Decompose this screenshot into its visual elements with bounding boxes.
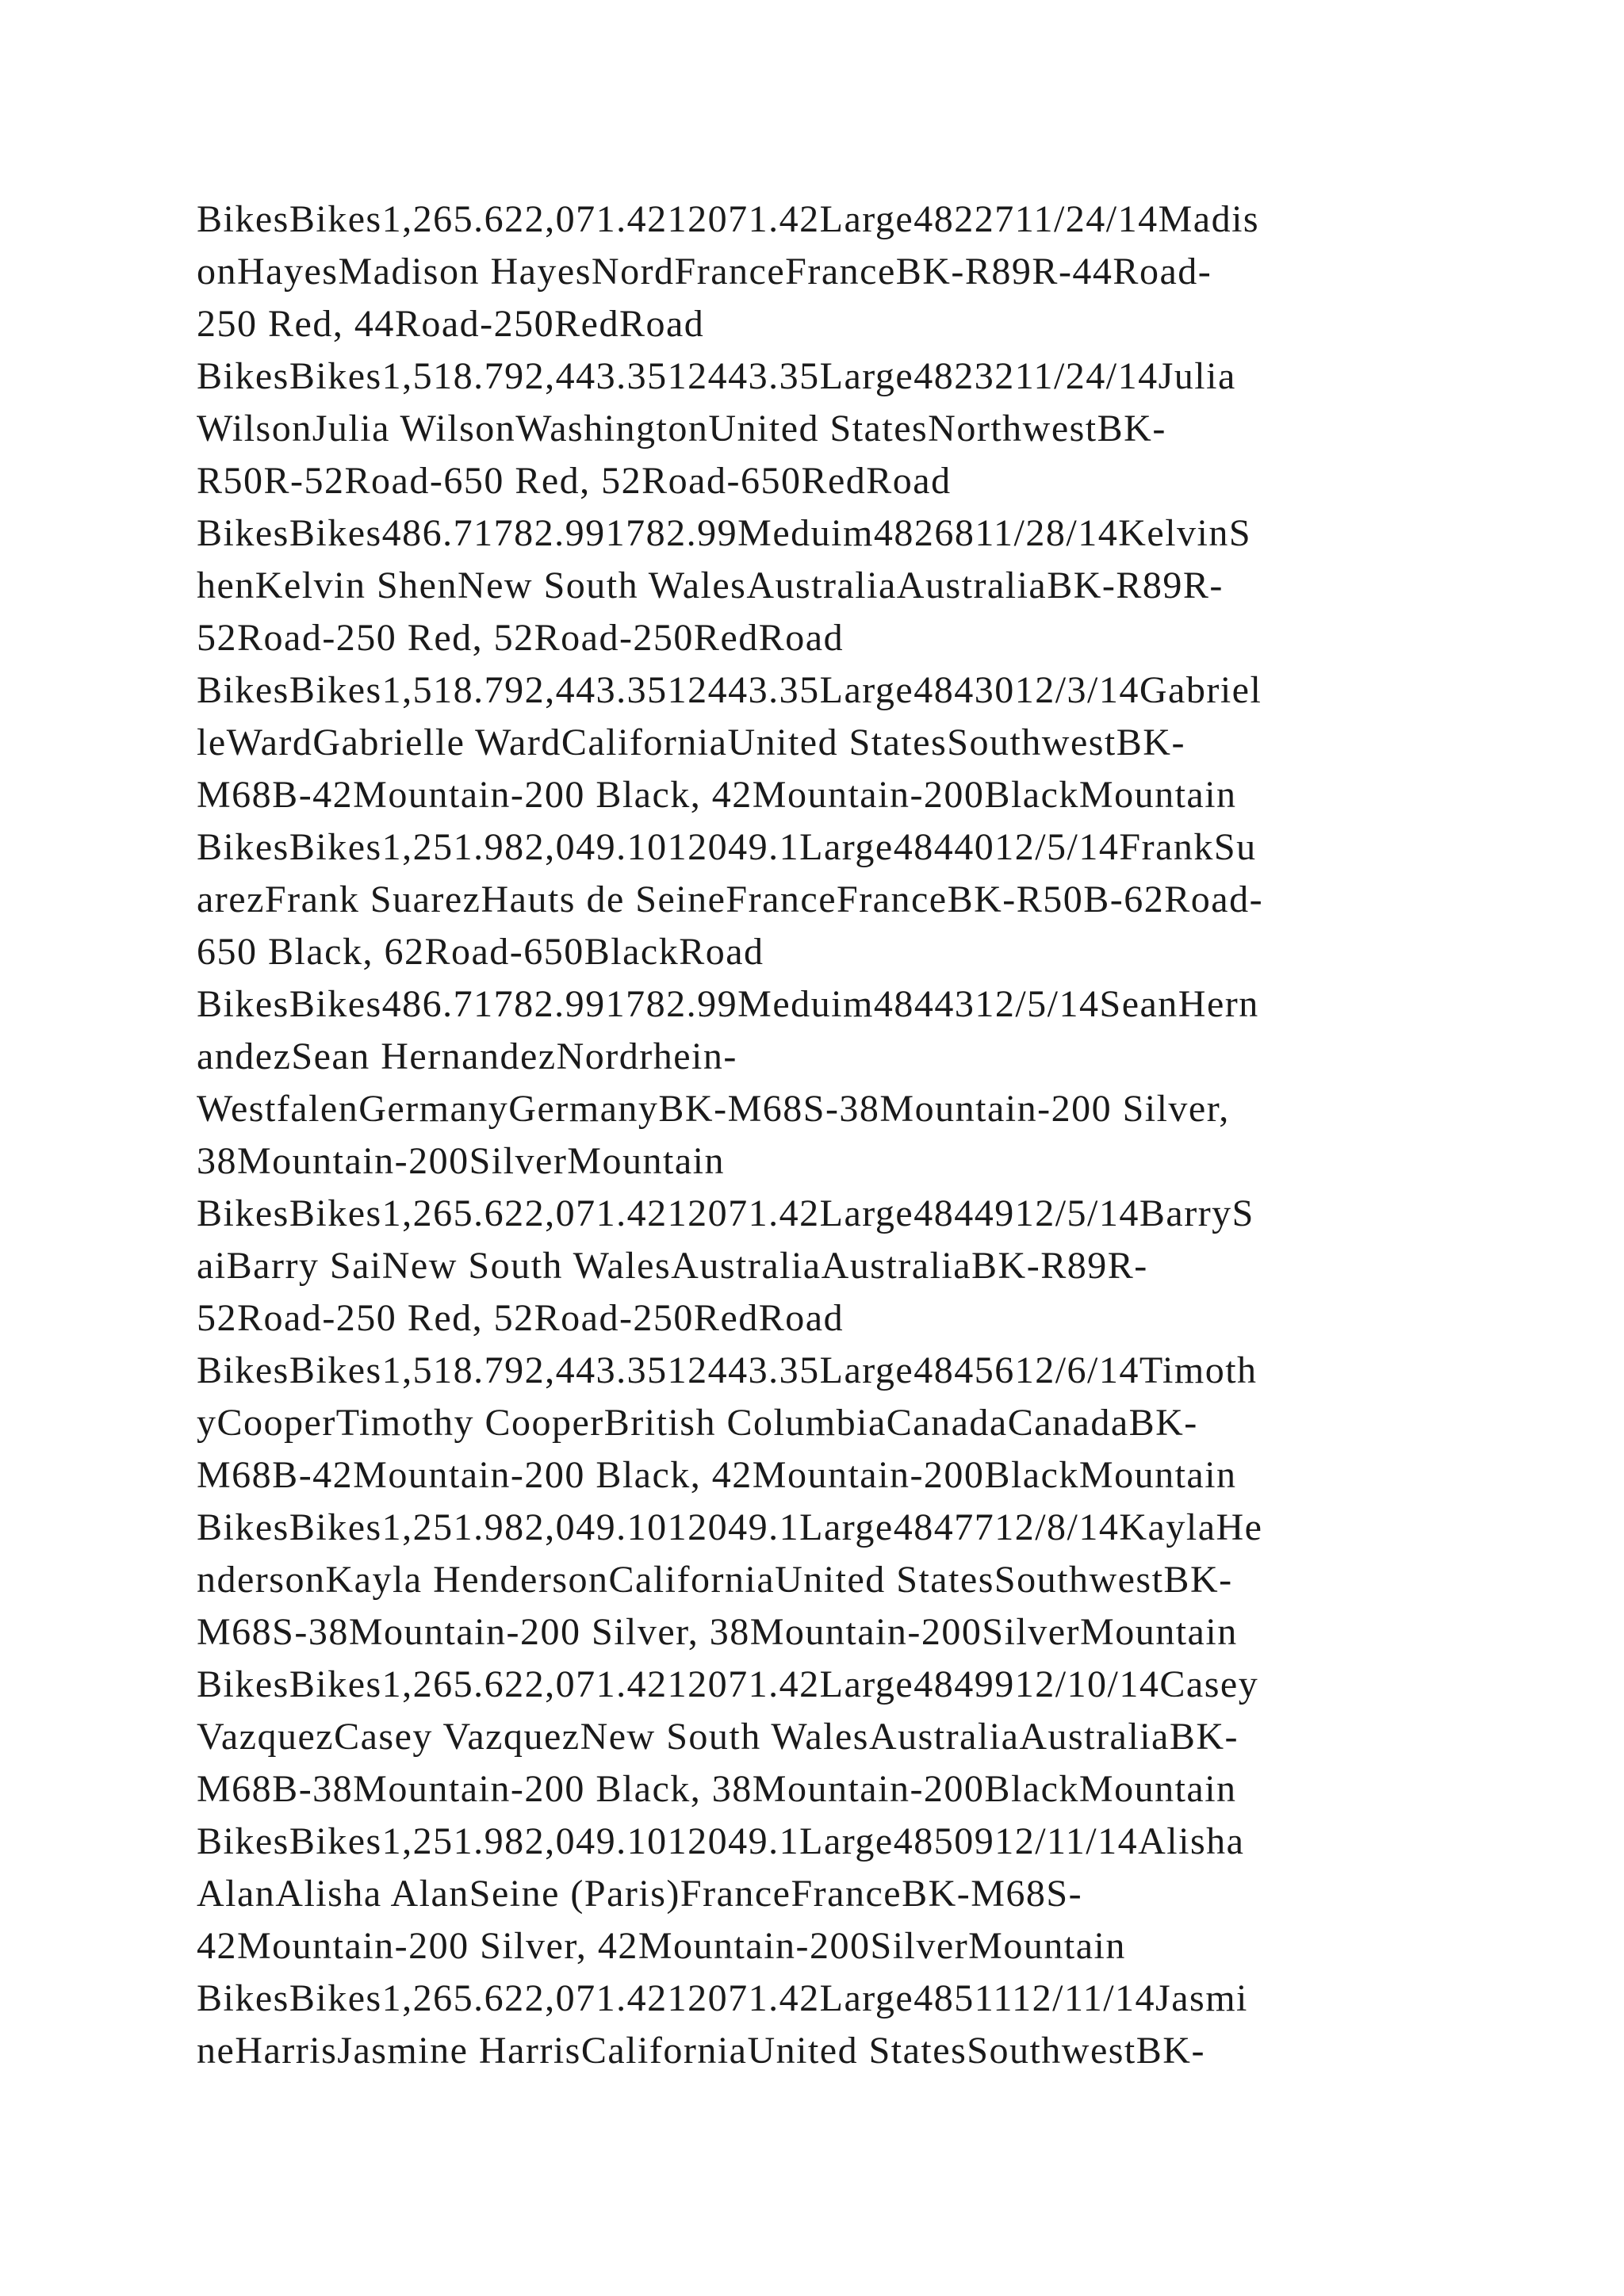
text-line: neHarrisJasmine HarrisCaliforniaUnited StatesSouthwestBK- <box>197 2030 1205 2072</box>
text-line: ndersonKayla HendersonCaliforniaUnited StatesSouthwestBK- <box>197 1559 1233 1601</box>
text-line: 52Road-250 Red, 52Road-250RedRoad <box>197 617 845 659</box>
text-line: WilsonJulia WilsonWashingtonUnited StatesNorthwestBK- <box>197 408 1166 450</box>
text-line: onHayesMadison HayesNordFranceFranceBK-R89R-44Road- <box>197 251 1212 293</box>
text-line: 52Road-250 Red, 52Road-250RedRoad <box>197 1297 845 1339</box>
text-line: BikesBikes486.71782.991782.99Meduim4826811/28/14KelvinS <box>197 512 1252 554</box>
text-line: arezFrank SuarezHauts de SeineFranceFranceBK-R50B-62Road- <box>197 878 1264 920</box>
text-line: BikesBikes1,265.622,071.4212071.42Large4849912/10/14Casey <box>197 1663 1259 1705</box>
document-body-text <box>197 193 1465 2077</box>
text-line: leWardGabrielle WardCaliforniaUnited StatesSouthwestBK- <box>197 721 1185 763</box>
text-line: BikesBikes1,518.792,443.3512443.35Large4845612/6/14Timoth <box>197 1349 1258 1391</box>
text-line: BikesBikes1,265.622,071.4212071.42Large4851112/11/14Jasmi <box>197 1977 1248 2019</box>
text-line: 650 Black, 62Road-650BlackRoad <box>197 931 764 973</box>
text-line: andezSean HernandezNordrhein- <box>197 1035 737 1077</box>
text-line: R50R-52Road-650 Red, 52Road-650RedRoad <box>197 460 952 502</box>
text-line: BikesBikes1,265.622,071.4212071.42Large4822711/24/14Madis <box>197 198 1260 240</box>
text-line: M68S-38Mountain-200 Silver, 38Mountain-200SilverMountain <box>197 1611 1238 1653</box>
text-line: 38Mountain-200SilverMountain <box>197 1140 725 1182</box>
text-line: M68B-42Mountain-200 Black, 42Mountain-200BlackMountain <box>197 774 1237 816</box>
text-line: BikesBikes1,251.982,049.1012049.1Large4844012/5/14FrankSu <box>197 826 1257 868</box>
text-line: M68B-42Mountain-200 Black, 42Mountain-200BlackMountain <box>197 1454 1237 1496</box>
text-line: M68B-38Mountain-200 Black, 38Mountain-200BlackMountain <box>197 1768 1237 1810</box>
text-line: 42Mountain-200 Silver, 42Mountain-200SilverMountain <box>197 1925 1126 1967</box>
text-line: BikesBikes1,251.982,049.1012049.1Large4847712/8/14KaylaHe <box>197 1506 1263 1548</box>
text-line: henKelvin ShenNew South WalesAustraliaAustraliaBK-R89R- <box>197 564 1224 607</box>
text-line: aiBarry SaiNew South WalesAustraliaAustraliaBK-R89R- <box>197 1245 1148 1287</box>
text-line: yCooperTimothy CooperBritish ColumbiaCanadaCanadaBK- <box>197 1402 1198 1444</box>
text-line: BikesBikes1,251.982,049.1012049.1Large4850912/11/14Alisha <box>197 1820 1245 1862</box>
text-line: BikesBikes1,518.792,443.3512443.35Large4823211/24/14Julia <box>197 355 1236 397</box>
text-line: WestfalenGermanyGermanyBK-M68S-38Mountain-200 Silver, <box>197 1088 1230 1130</box>
text-line: BikesBikes1,265.622,071.4212071.42Large4844912/5/14BarryS <box>197 1192 1254 1234</box>
text-line: AlanAlisha AlanSeine (Paris)FranceFranceBK-M68S- <box>197 1873 1083 1915</box>
text-line: VazquezCasey VazquezNew South WalesAustraliaAustraliaBK- <box>197 1716 1239 1758</box>
text-line: 250 Red, 44Road-250RedRoad <box>197 303 705 345</box>
text-line: BikesBikes1,518.792,443.3512443.35Large4843012/3/14Gabriel <box>197 669 1262 711</box>
text-line: BikesBikes486.71782.991782.99Meduim4844312/5/14SeanHern <box>197 983 1259 1025</box>
